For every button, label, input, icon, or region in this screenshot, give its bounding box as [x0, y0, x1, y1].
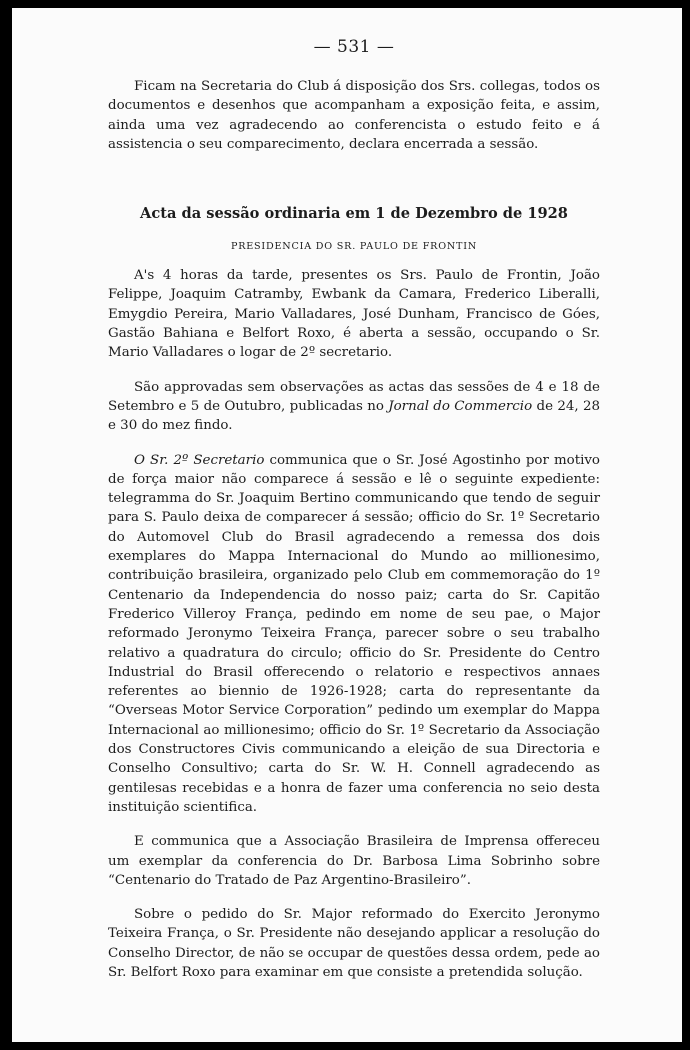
closing-paragraph: Ficam na Secretaria do Club á disposição dos Srs. collegas, todos os documentos e desenhos que acompanham a exposição feita, e assim, ainda uma vez agradecendo ao conferencista o estudo feito e á assistencia o seu comparecimento, declara encerrada a sessão.	[108, 79, 600, 152]
page-content	[108, 36, 600, 982]
approval-text-start: São approvadas sem observações as actas das sessões de 4 e 18 de Setembro e 5 de Outubro, publicadas no	[108, 379, 600, 414]
president-request-paragraph: Sobre o pedido do Sr. Major reformado do Exercito Jeronymo Teixeira França, o Sr. Presidente não desejando applicar a resolução do Conselho Director, de não se occupar de questões dessa ordem, pede ao Sr. Belfort Roxo para examinar em que consiste a pretendida solução.	[108, 907, 600, 980]
attendance-paragraph: A's 4 horas da tarde, presentes os Srs. Paulo de Frontin, João Felippe, Joaquim Catramby, Ewbank da Camara, Frederico Liberalli, Emygdio Pereira, Mario Valladares, José Dunham, Francisco de Góes, Gastão Bahiana e Belfort Roxo, é aberta a sessão, occupando o Sr. Mario Valladares o logar de 2º secretario.	[108, 268, 600, 361]
correspondence-paragraph	[108, 451, 600, 818]
journal-name: Jornal do Commercio	[388, 398, 533, 414]
minutes-title: Acta da sessão ordinaria em 1 de Dezembro de 1928	[140, 205, 568, 223]
paragraph-spacer	[108, 436, 600, 451]
approval-paragraph	[108, 378, 600, 436]
page-number: — 531 —	[313, 37, 395, 57]
press-association-paragraph: E communica que a Associação Brasileira de Imprensa offereceu um exemplar da conferencia do Dr. Barbosa Lima Sobrinho sobre “Centenario do Tratado de Paz Argentino-Brasileiro”.	[108, 834, 600, 888]
paragraph-spacer	[108, 890, 600, 905]
section-spacer	[108, 154, 600, 204]
document-page	[12, 8, 682, 1042]
presidency-line: PRESIDENCIA DO SR. PAULO DE FRONTIN	[230, 241, 478, 253]
approval-text-end: de 24, 28 e 30 do mez findo.	[108, 398, 600, 434]
secretary-lead: O Sr. 2º Secretario	[134, 452, 265, 468]
correspondence-text: communica que o Sr. José Agostinho por motivo de força maior não comparece á sessão e lê o seguinte expediente: telegramma do Sr. Joaquim Bertino communicando que tendo de seguir para S. Paulo deixa de comparecer á sessão; officio do Sr. 1º Secretario do Automovel Club do Brasil agradecendo a remessa dos dois exemplares do Mappa Internacional do Mundo ao millionesimo, contribuição brasileira, organizado pelo Club em commemoração do 1º Centenario da Independencia do nosso paiz; carta do Sr. Capitão Frederico Villeroy França, pedindo em nome de seu pae, o Major reformado Jeronymo Teixeira França, parecer sobre o seu trabalho relativo a quadratura do circulo; officio do Sr. Presidente do Centro Industrial do Brasil offerecendo o relatorio e respectivos annaes referentes ao biennio de 1926-1928; carta do representante da “Overseas Motor Service Corporation” pedindo um exemplar do Mappa Internacional ao millionesimo; officio do Sr. 1º Secretario da Associação dos Constructores Civis communicando a eleição de sua Directoria e Conselho Consultivo; carta do Sr. W. H. Connell agradecendo as gentilesas recebidas e a honra de fazer uma conferencia no seio desta instituição scientifica.	[108, 452, 600, 815]
paragraph-spacer	[108, 363, 600, 378]
paragraph-spacer	[108, 817, 600, 832]
